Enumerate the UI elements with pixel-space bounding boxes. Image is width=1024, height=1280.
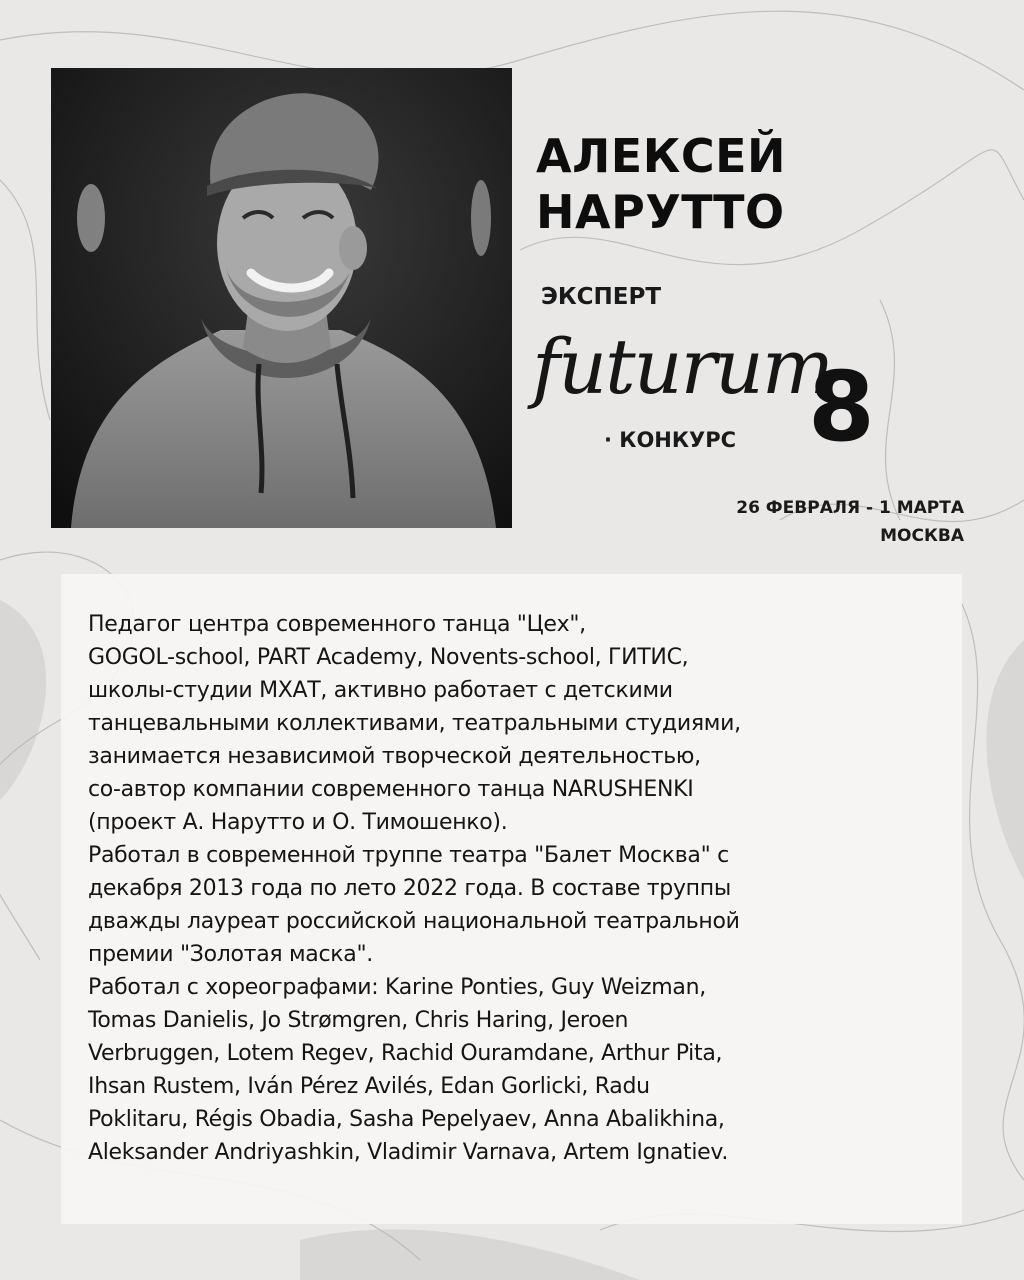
bio-line: Педагог центра современного танца "Цех", xyxy=(88,612,586,637)
name-first: АЛЕКСЕЙ xyxy=(536,129,787,183)
bio-line: Ihsan Rustem, Iván Pérez Avilés, Edan Gorlicki, Radu xyxy=(88,1074,650,1099)
expert-role: ЭКСПЕРТ xyxy=(541,284,662,310)
brand-logo: futurum xyxy=(532,322,832,411)
event-dates: 26 ФЕВРАЛЯ - 1 МАРТА xyxy=(736,498,964,518)
bio-line: GOGOL-school, PART Academy, Novents-school, ГИТИС, xyxy=(88,645,689,670)
bio-line: премии "Золотая маска". xyxy=(88,942,373,967)
bio-line: Poklitaru, Régis Obadia, Sasha Pepelyaev, Anna Abalikhina, xyxy=(88,1107,725,1132)
bio-line: (проект А. Нарутто и О. Тимошенко). xyxy=(88,810,508,835)
bio-line: Verbruggen, Lotem Regev, Rachid Ouramdane, Arthur Pita, xyxy=(88,1041,723,1066)
name-last: НАРУТТО xyxy=(536,185,785,239)
bio-line: дважды лауреат российской национальной театральной xyxy=(88,909,740,934)
event-info xyxy=(736,494,964,550)
bio-line: Работал с хореографами: Karine Ponties, Guy Weizman, xyxy=(88,975,706,1000)
bio-line: Tomas Danielis, Jo Strømgren, Chris Haring, Jeroen xyxy=(88,1008,629,1033)
portrait-illustration xyxy=(51,68,512,528)
contest-label: · КОНКУРС xyxy=(604,428,737,452)
bio-line: Aleksander Andriyashkin, Vladimir Varnava, Artem Ignatiev. xyxy=(88,1140,729,1165)
bio-line: занимается независимой творческой деятельностью, xyxy=(88,744,701,769)
event-city: МОСКВА xyxy=(880,526,964,546)
bio-line: танцевальными коллективами, театральными студиями, xyxy=(88,711,741,736)
bio-text xyxy=(88,608,948,1169)
expert-photo xyxy=(51,68,512,528)
bio-line: Работал в современной труппе театра "Балет Москва" с xyxy=(88,843,729,868)
expert-name xyxy=(536,128,996,240)
bio-line: школы-студии МХАТ, активно работает с детскими xyxy=(88,678,673,703)
bio-line: со-автор компании современного танца NARUSHENKI xyxy=(88,777,694,802)
bio-line: декабря 2013 года по лето 2022 года. В составе труппы xyxy=(88,876,731,901)
edition-number: 8 xyxy=(808,351,875,463)
